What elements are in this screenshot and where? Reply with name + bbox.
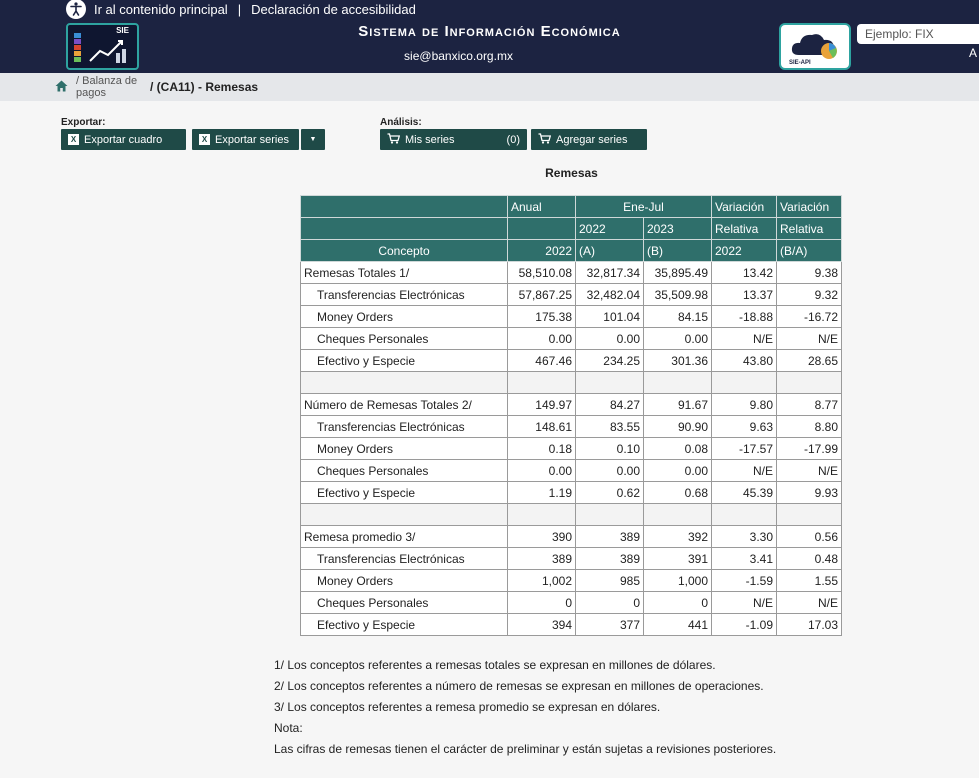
value-cell: 58,510.08 [508,262,576,284]
concept-cell: Número de Remesas Totales 2/ [301,394,508,416]
value-cell: 101.04 [576,306,644,328]
value-cell: 0.08 [644,438,712,460]
system-title: Sistema de Información Económica [358,23,621,40]
table-row[interactable] [301,592,842,614]
accessibility-icon [66,0,86,19]
table-row[interactable] [301,482,842,504]
table-row[interactable] [301,614,842,636]
value-cell: -17.57 [712,438,777,460]
empty-cell [301,372,508,394]
note-label: Nota: [274,721,303,735]
value-cell: 441 [644,614,712,636]
empty-cell [777,372,842,394]
remittances-table [300,195,842,636]
value-cell: 17.03 [777,614,842,636]
value-cell: 13.42 [712,262,777,284]
footnote-2: 2/ Los conceptos referentes a número de remesas se expresan en millones de operaciones. [274,679,764,693]
value-cell: 8.80 [777,416,842,438]
concept-cell: Cheques Personales [301,460,508,482]
my-series-button[interactable] [380,129,527,150]
concept-cell: Transferencias Electrónicas [301,416,508,438]
caret-down-icon: ▼ [309,136,317,143]
value-cell: 35,509.98 [644,284,712,306]
table-row[interactable] [301,416,842,438]
empty-cell [576,504,644,526]
value-cell: 0 [576,592,644,614]
excel-icon: X [68,134,79,145]
header-a: (A) [576,240,644,262]
header-ba: (B/A) [777,240,842,262]
accessibility-statement-link[interactable]: Declaración de accesibilidad [251,1,416,17]
concept-cell: Transferencias Electrónicas [301,284,508,306]
value-cell: -17.99 [777,438,842,460]
header-ene-jul: Ene-Jul [576,196,712,218]
header-cell [301,196,508,218]
empty-cell [644,372,712,394]
value-cell: 175.38 [508,306,576,328]
value-cell: 3.30 [712,526,777,548]
home-icon[interactable] [55,80,68,95]
value-cell: N/E [712,592,777,614]
concept-cell: Remesa promedio 3/ [301,526,508,548]
value-cell: 234.25 [576,350,644,372]
export-options-dropdown[interactable] [301,129,325,150]
add-series-button[interactable] [531,129,647,150]
breadcrumb-current: / (CA11) - Remesas [150,80,259,94]
value-cell: 9.38 [777,262,842,284]
skip-to-content-link[interactable]: Ir al contenido principal [94,1,228,17]
value-cell: 0 [508,592,576,614]
value-cell: 32,482.04 [576,284,644,306]
note-text: Las cifras de remesas tienen el carácter de preliminar y están sujetas a revisiones posteriores. [274,742,777,756]
empty-cell [508,504,576,526]
export-table-button[interactable] [61,129,186,150]
value-cell: 84.15 [644,306,712,328]
value-cell: 90.90 [644,416,712,438]
empty-cell [712,372,777,394]
header-annual: Anual [508,196,576,218]
table-spacer-row [301,504,842,526]
value-cell: 45.39 [712,482,777,504]
cloud-api-icon [789,29,843,61]
footnote-1: 1/ Los conceptos referentes a remesas totales se expresan en millones de dólares. [274,658,716,672]
value-cell: 57,867.25 [508,284,576,306]
value-cell: 0.00 [508,460,576,482]
value-cell: 0.62 [576,482,644,504]
value-cell: 390 [508,526,576,548]
table-row[interactable] [301,460,842,482]
empty-cell [712,504,777,526]
value-cell: 84.27 [576,394,644,416]
concept-cell: Cheques Personales [301,328,508,350]
concept-cell: Money Orders [301,438,508,460]
value-cell: 28.65 [777,350,842,372]
value-cell: N/E [777,592,842,614]
value-cell: 377 [576,614,644,636]
empty-cell [508,372,576,394]
contact-email[interactable]: sie@banxico.org.mx [404,49,513,63]
header-concept: Concepto [301,240,508,262]
table-title: Remesas [545,166,598,180]
value-cell: 389 [508,548,576,570]
value-cell: 32,817.34 [576,262,644,284]
value-cell: 9.80 [712,394,777,416]
value-cell: 3.41 [712,548,777,570]
value-cell: 467.46 [508,350,576,372]
value-cell: 0.56 [777,526,842,548]
header-variation-2: Variación [777,196,842,218]
cart-icon [538,133,551,147]
header-cell [508,218,576,240]
value-cell: 0.18 [508,438,576,460]
table-row[interactable] [301,570,842,592]
value-cell: 985 [576,570,644,592]
header-b: (B) [644,240,712,262]
concept-cell: Efectivo y Especie [301,350,508,372]
my-series-label: Mis series [405,133,455,146]
table-row[interactable] [301,526,842,548]
value-cell: 389 [576,526,644,548]
value-cell: 1,000 [644,570,712,592]
link-separator: | [237,1,242,17]
value-cell: 9.93 [777,482,842,504]
concept-cell: Money Orders [301,306,508,328]
value-cell: 149.97 [508,394,576,416]
concept-cell: Money Orders [301,570,508,592]
add-series-label: Agregar series [556,133,628,146]
value-cell: 301.36 [644,350,712,372]
excel-icon: X [199,134,210,145]
value-cell: 0.48 [777,548,842,570]
header-relative-year: 2022 [712,240,777,262]
cart-icon [387,133,400,147]
sie-api-logo[interactable] [779,23,851,70]
empty-cell [777,504,842,526]
table-row[interactable] [301,438,842,460]
header-variation-1: Variación [712,196,777,218]
value-cell: 0.00 [508,328,576,350]
my-series-count: (0) [506,133,520,146]
value-cell: 9.63 [712,416,777,438]
value-cell: 0.00 [576,328,644,350]
value-cell: 392 [644,526,712,548]
analysis-group-label: Análisis: [380,117,422,128]
value-cell: 35,895.49 [644,262,712,284]
header-relative-2: Relativa [777,218,842,240]
concept-cell: Efectivo y Especie [301,614,508,636]
footnote-3: 3/ Los conceptos referentes a remesa promedio se expresan en dólares. [274,700,661,714]
table-row[interactable] [301,350,842,372]
table-spacer-row [301,372,842,394]
breadcrumb-balanza[interactable]: / Balanza de pagos [76,75,138,99]
value-cell: 0.00 [644,460,712,482]
concept-cell: Remesas Totales 1/ [301,262,508,284]
skip-links [66,0,416,18]
value-cell: 0.00 [576,460,644,482]
table-row[interactable] [301,394,842,416]
header-year-2023: 2023 [644,218,712,240]
value-cell: 91.67 [644,394,712,416]
concept-cell: Transferencias Electrónicas [301,548,508,570]
export-series-button[interactable] [192,129,299,150]
value-cell: 1.19 [508,482,576,504]
series-search-input[interactable] [857,24,979,44]
value-cell: 43.80 [712,350,777,372]
value-cell: 9.32 [777,284,842,306]
table-row[interactable] [301,548,842,570]
header-relative-1: Relativa [712,218,777,240]
value-cell: -18.88 [712,306,777,328]
export-table-label: Exportar cuadro [84,133,163,146]
table-row[interactable] [301,328,842,350]
value-cell: 1.55 [777,570,842,592]
header-year-2022: 2022 [576,218,644,240]
value-cell: N/E [712,328,777,350]
value-cell: 389 [576,548,644,570]
value-cell: 0.68 [644,482,712,504]
value-cell: -1.59 [712,570,777,592]
table-row[interactable] [301,284,842,306]
export-series-label: Exportar series [215,133,289,146]
concept-cell: Efectivo y Especie [301,482,508,504]
value-cell: 391 [644,548,712,570]
header-cell [301,218,508,240]
value-cell: N/E [777,460,842,482]
value-cell: N/E [712,460,777,482]
export-group-label: Exportar: [61,117,106,128]
concept-cell: Cheques Personales [301,592,508,614]
sie-logo-label: SIE [116,26,129,35]
value-cell: 83.55 [576,416,644,438]
breadcrumb [0,73,979,101]
value-cell: N/E [777,328,842,350]
value-cell: 8.77 [777,394,842,416]
header-annual-year: 2022 [508,240,576,262]
value-cell: 0 [644,592,712,614]
value-cell: 0.00 [644,328,712,350]
table-row[interactable] [301,262,842,284]
value-cell: 1,002 [508,570,576,592]
value-cell: 394 [508,614,576,636]
value-cell: 0.10 [576,438,644,460]
table-row[interactable] [301,306,842,328]
empty-cell [301,504,508,526]
footnotes [274,655,776,760]
value-cell: -1.09 [712,614,777,636]
empty-cell [644,504,712,526]
value-cell: 148.61 [508,416,576,438]
value-cell: -16.72 [777,306,842,328]
sie-api-label: SIE-API [789,60,811,66]
empty-cell [576,372,644,394]
site-header [0,0,979,73]
value-cell: 13.37 [712,284,777,306]
advanced-search-link[interactable]: A [969,46,978,60]
